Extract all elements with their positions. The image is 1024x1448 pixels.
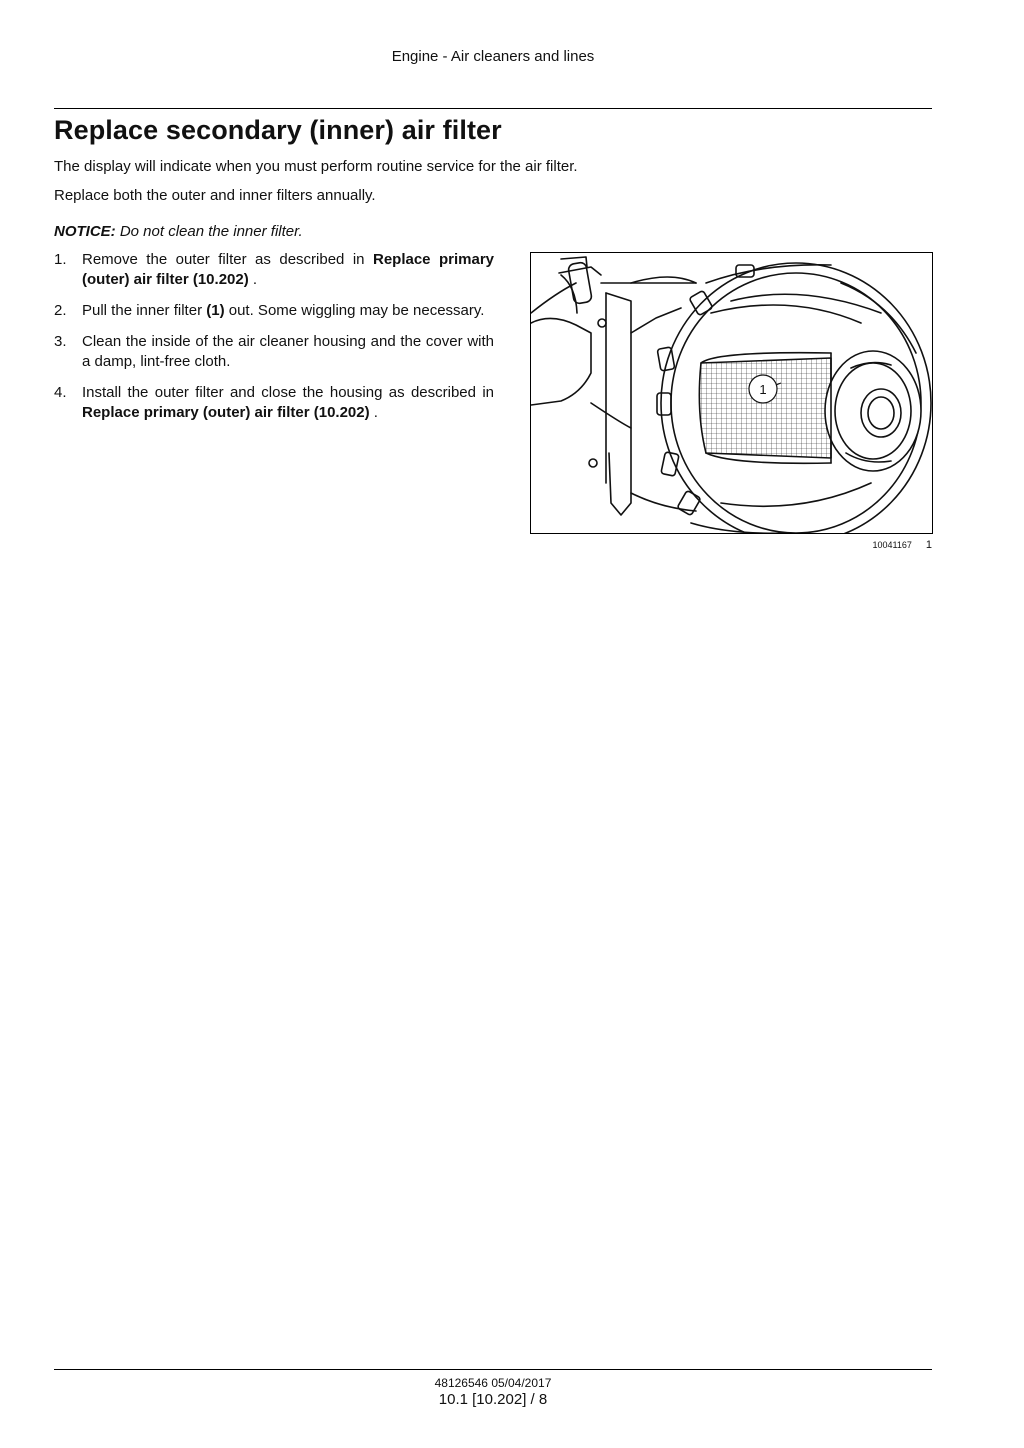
step-1 bbox=[54, 250, 494, 290]
intro-paragraph-2: Replace both the outer and inner filters annually. bbox=[54, 187, 376, 204]
procedure-steps bbox=[54, 250, 494, 434]
running-header: Engine - Air cleaners and lines bbox=[391, 48, 595, 65]
step-3 bbox=[54, 332, 494, 372]
notice-text: Do not clean the inner filter. bbox=[119, 223, 303, 240]
step-text: Install the outer filter and close the housing as described in bbox=[82, 384, 494, 401]
step-4 bbox=[54, 383, 494, 423]
step-text: Pull the inner filter bbox=[82, 302, 207, 319]
figure-image-id: 10041167 bbox=[872, 540, 912, 550]
page-title: Replace secondary (inner) air filter bbox=[54, 115, 502, 145]
intro-paragraph-1: The display will indicate when you must perform routine service for the air filter. bbox=[54, 158, 578, 175]
step-2 bbox=[54, 301, 494, 321]
step-number: 2. bbox=[54, 302, 67, 319]
notice-label: NOTICE: bbox=[54, 223, 116, 240]
notice bbox=[54, 223, 303, 240]
footer-document-info: 48126546 05/04/2017 bbox=[434, 1376, 552, 1390]
step-number: 4. bbox=[54, 384, 67, 401]
figure-caption bbox=[840, 539, 932, 551]
air-filter-illustration bbox=[530, 252, 933, 534]
air-filter-drawing bbox=[531, 253, 932, 533]
step-text-end: . bbox=[369, 404, 378, 421]
step-text-end: . bbox=[248, 271, 258, 288]
step-text: Remove the outer filter as described in bbox=[82, 251, 373, 268]
header-rule bbox=[54, 108, 932, 109]
cross-reference-link[interactable]: Replace primary (outer) air filter (10.202) bbox=[82, 404, 370, 421]
callout-label: 1 bbox=[759, 382, 767, 397]
footer-page-reference: 10.1 [10.202] / 8 bbox=[438, 1391, 548, 1408]
footer-rule bbox=[54, 1369, 932, 1370]
callout-reference: (1) bbox=[206, 302, 225, 319]
step-number: 1. bbox=[54, 251, 67, 268]
step-text-end: out. Some wiggling may be necessary. bbox=[224, 302, 485, 319]
cross-reference-link[interactable]: Replace primary (outer) air filter (10.202) bbox=[82, 251, 494, 288]
step-text: Clean the inside of the air cleaner housing and the cover with a damp, lint-free cloth. bbox=[82, 333, 494, 370]
step-number: 3. bbox=[54, 333, 67, 350]
figure-number: 1 bbox=[925, 539, 932, 551]
